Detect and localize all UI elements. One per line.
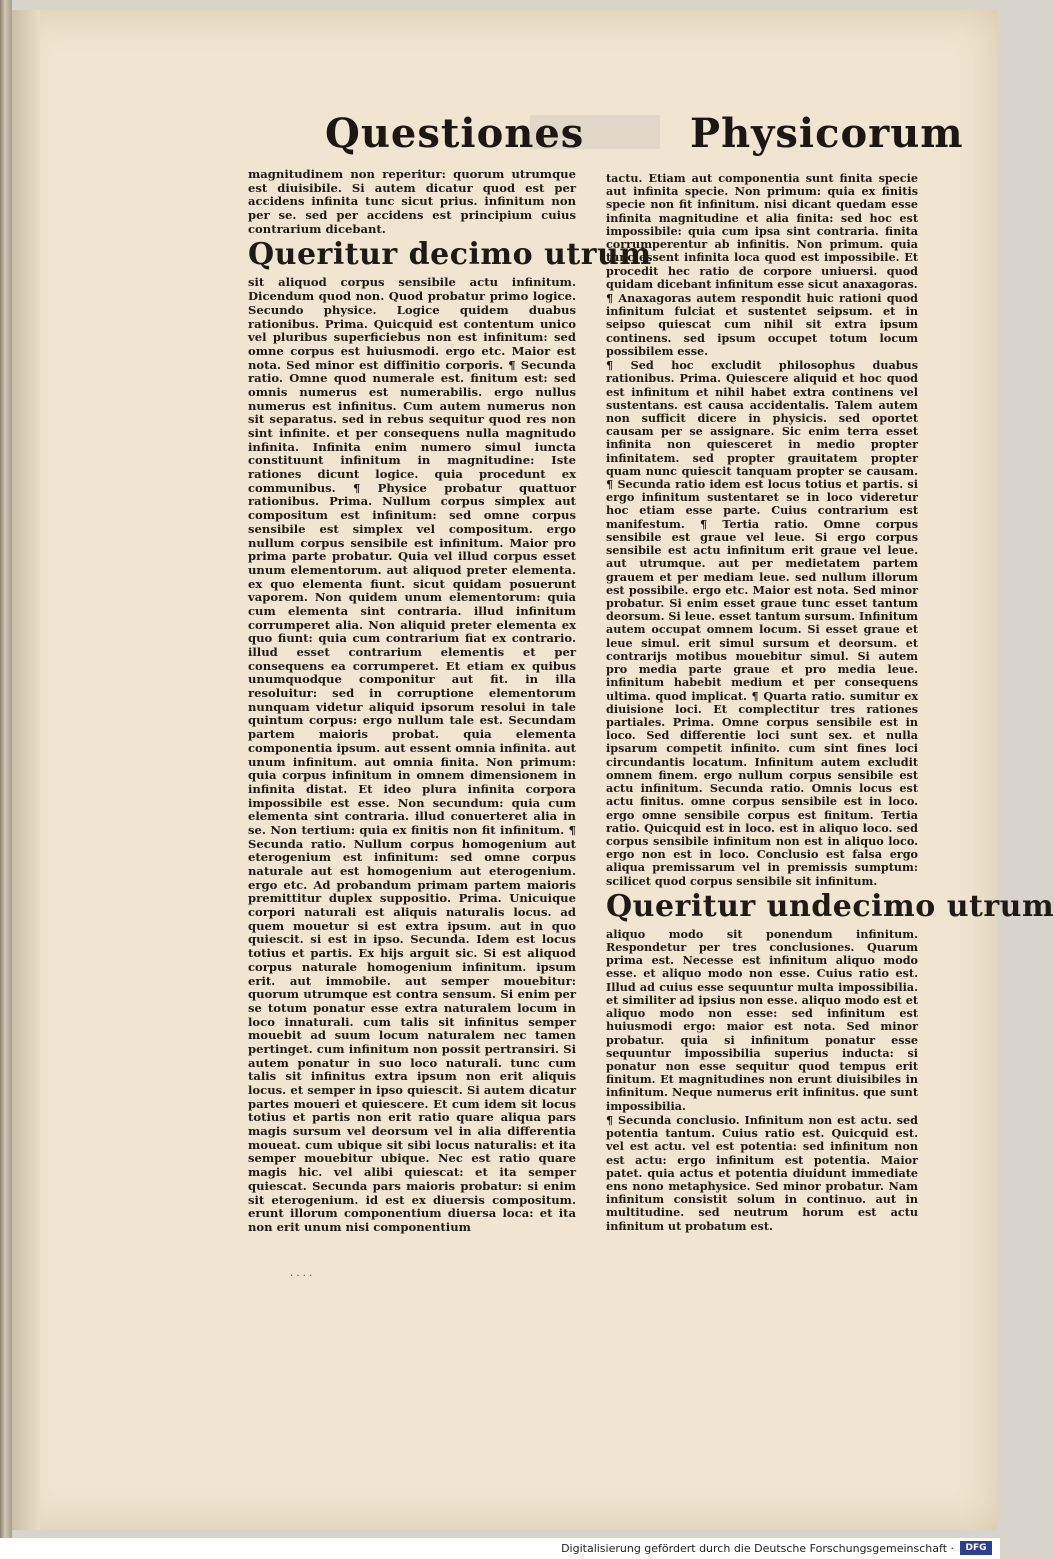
- question-heading: Queritur undecimo utrum: [606, 888, 1054, 924]
- column-end-mark: · · · ·: [290, 1271, 313, 1282]
- running-head-left: Questiones: [325, 110, 585, 157]
- paragraph: aliquo modo sit ponendum infinitum. Respondetur per tres conclusiones. Quarum prima est. Necesse est infinitum aliquo modo esse. et aliquo modo non esse. Cuius ratio est. Illud ad cuius esse sequuntur multa impossibilia. et similiter ad ipsius non esse. aliquo modo est et aliquo modo non esse: sed infinitum est huiusmodi ergo: maior est nota. Sed minor probatur. quia si infinitum ponatur esse sequuntur impossibilia superius inducta: si ponatur non esse sequitur quod tempus erit finitum. Et magnitudines non erunt diuisibiles in infinitum. Neque numerus erit infinitus. que sunt impossibilia.: [606, 926, 918, 1113]
- digitization-footer: [0, 1538, 1000, 1559]
- right-column: [606, 171, 1054, 1234]
- left-column: [248, 167, 652, 1236]
- running-head-right: Physicorum: [690, 110, 964, 157]
- paragraph: tactu. Etiam aut componentia sunt finita specie aut infinita specie. Non primum: quia ex finitis specie non fit infinitum. nisi dicant quedam esse infinita magnitudine et alia finita: sed hoc est impossibile: quia cum ipsa sint contraria. finita corrumperentur ab infinitis. Non primum. quia tunc essent infinita loca quod est impossibile. Et procedit hec ratio de corpore uniuersi. quod quidam dicebant infinitum esse sicut anaxagoras.: [606, 171, 918, 291]
- paragraph: ¶ Anaxagoras autem respondit huic rationi quod infinitum fulciat et sustentet seipsum. et in seipso quiescat cum nihil sit extra ipsum continens. sed ipsum occupet totum locum possibilem esse.: [606, 290, 918, 358]
- paragraph: magnitudinem non reperitur: quorum utrumque est diuisibile. Si autem dicatur quod est per accidens infinita tunc sicut prius. infinitum non per se. sed per accidens est principium cuius contrarium dicebant.: [248, 167, 576, 236]
- dfg-logo: DFG: [960, 1541, 992, 1555]
- footer-credit: Digitalisierung gefördert durch die Deutsche Forschungsgemeinschaft ·: [561, 1542, 954, 1555]
- paragraph: ¶ Sed hoc excludit philosophus duabus rationibus. Prima. Quiescere aliquid et hoc quod est infinitum et nihil habet extra continens vel sustentans. est causa accidentalis. Talem autem non sufficit dicere in physicis. sed oportet causam per se assignare. Sic enim terra esset infinita non quiesceret in medio propter infinitatem. sed propter grauitatem propter quam nunc quiescit tanquam propter se causam. ¶ Secunda ratio idem est locus totius et partis. si ergo infinitum sustentaret se in loco videretur hoc etiam esse parte. Cuius contrarium est manifestum. ¶ Tertia ratio. Omne corpus sensibile est graue vel leue. Si ergo corpus sensibile est actu infinitum erit graue vel leue. aut utrumque. aut per medietatem partem grauem et per mediam leue. sed nullum illorum est possibile. ergo etc. Maior est nota. Sed minor probatur. Si enim esset graue tunc esset tantum deorsum. Si leue. esset tantum sursum. Infinitum autem occupat omnem locum. Si esset graue et leue simul. erit simul sursum et deorsum. et contrarijs motibus mouebitur simul. Si autem pro media parte graue et pro media leue. infinitum habebit medium et per consequens ultima. quod implicat. ¶ Quarta ratio. sumitur ex diuisione loci. Et complectitur tres rationes partiales. Prima. Omne corpus sensibile est in loco. Sed differentie loci sunt sex. et nulla ipsarum competit infinito. cum sint fines loci circundantis locatum. Infinitum autem excludit omnem finem. ergo nullum corpus sensibile est actu infinitum. Secunda ratio. Omnis locus est actu finitus. omne corpus sensibile est in loco. ergo omne sensibile corpus est finitum. Tertia ratio. Quicquid est in loco. est in aliquo loco. sed corpus sensibile infinitum non est in aliquo loco. ergo non est in loco. Conclusio est falsa ergo aliqua premissarum vel in premissis sumptum: scilicet quod corpus sensibile sit infinitum.: [606, 358, 918, 888]
- paragraph: sit aliquod corpus sensibile actu infinitum. Dicendum quod non. Quod probatur primo logice. Secundo physice. Logice quidem duabus rationibus. Prima. Quicquid est contentum unico vel pluribus superficiebus non est infinitum: sed omne corpus est huiusmodi. ergo etc. Maior est nota. Sed minor est diffinitio corporis. ¶ Secunda ratio. Omne quod numerale est. finitum est: sed omnis numerus est numerabilis. ergo nullus numerus est infinitus. Cum autem numerus non sit separatus. sed in rebus sequitur quod res non sint infinite. et per consequens nulla magnitudo infinita. Infinita enim numero simul iuncta constituunt infinitum in magnitudine: Iste rationes dicunt logice. quia procedunt ex communibus. ¶ Physice probatur quattuor rationibus. Prima. Nullum corpus simplex aut compositum est infinitum: sed omne corpus sensibile est simplex vel compositum. ergo nullum corpus sensibile est infinitum. Maior pro prima parte probatur. Quia vel illud corpus esset unum elementorum. aut aliquod preter elementa. ex quo elementa fiunt. sicut quidam posuerunt vaporem. Non quidem unum elementorum: quia cum elementa sint contraria. illud infinitum corrumperet alia. Non aliquid preter elementa ex quo fiunt: quia cum contrarium fiat ex contrario. illud esset contrarium elementis et per consequens ea corrumperet. Et etiam ex quibus unumquodque componitur aut fit. in illa resoluitur: sed in corruptione elementorum nunquam videtur aliquid ipsorum resolui in tale quintum corpus: ergo nullum tale est. Secundam partem maioris probat. quia elementa componentia ipsum. aut essent omnia infinita. aut unum infinitum. aut omnia finita. Non primum: quia corpus infinitum in omnem dimensionem in infinita distat. Et ideo plura infinita corpora impossibile est esse. Non secundum: quia cum elementa sint contraria. illud conuerteret alia in se. Non tertium: quia ex finitis non fit infinitum. ¶ Secunda ratio. Nullum corpus homogenium aut eterogenium est infinitum: sed omne corpus naturale aut est homogenium aut eterogenium. ergo etc. Ad probandum primam partem maioris premittitur duplex suppositio. Prima. Unicuique corpori naturali est aliquis naturalis locus. ad quem mouetur si est extra ipsum. aut in quo quiescit. si est in ipso. Secunda. Idem est locus totius et partis. Ex hijs arguit sic. Si est aliquod corpus naturale homogenium infinitum. ipsum erit. aut immobile. aut semper mouebitur: quorum utrumque est contra sensum. Si enim per se totum ponatur esse extra naturalem locum in loco innaturali. cum talis sit infinitus semper mouebit ad suum locum naturalem nec tamen pertinget. cum infinitum non possit pertransiri. Si autem ponatur in suo loco naturali. tunc cum talis sit infinitus extra ipsum non erit aliquis locus. et semper in ipso quiescit. Si autem dicatur partes moueri et quiescere. Et cum idem sit locus totius et partis non erit ratio quare aliqua pars magis sursum vel deorsum vel in alia differentia moueat. cum ubique sit sibi locus naturalis: et ita semper mouebitur ubique. Nec est ratio quare magis hic. vel alibi quiescat: et ita semper quiescat. Secunda pars maioris probatur: si enim sit eterogenium. id est ex diuersis compositum. erunt illorum componentium diuersa loca: et ita non erit unum nisi componentium: [248, 275, 576, 1234]
- question-heading: Queritur decimo utrum: [248, 237, 652, 273]
- page-gutter: [12, 10, 40, 1530]
- book-edge: [0, 0, 12, 1559]
- paragraph: ¶ Secunda conclusio. Infinitum non est actu. sed potentia tantum. Cuius ratio est. Quicquid est. vel est actu. vel est potentia: sed infinitum non est actu: ergo infinitum est potentia. Maior patet. quia actus et potentia diuidunt immediate ens nono metaphysice. Sed minor probatur. Nam infinitum consistit solum in continuo. aut in multitudine. sed neutrum horum est actu infinitum ut probatum est.: [606, 1112, 918, 1233]
